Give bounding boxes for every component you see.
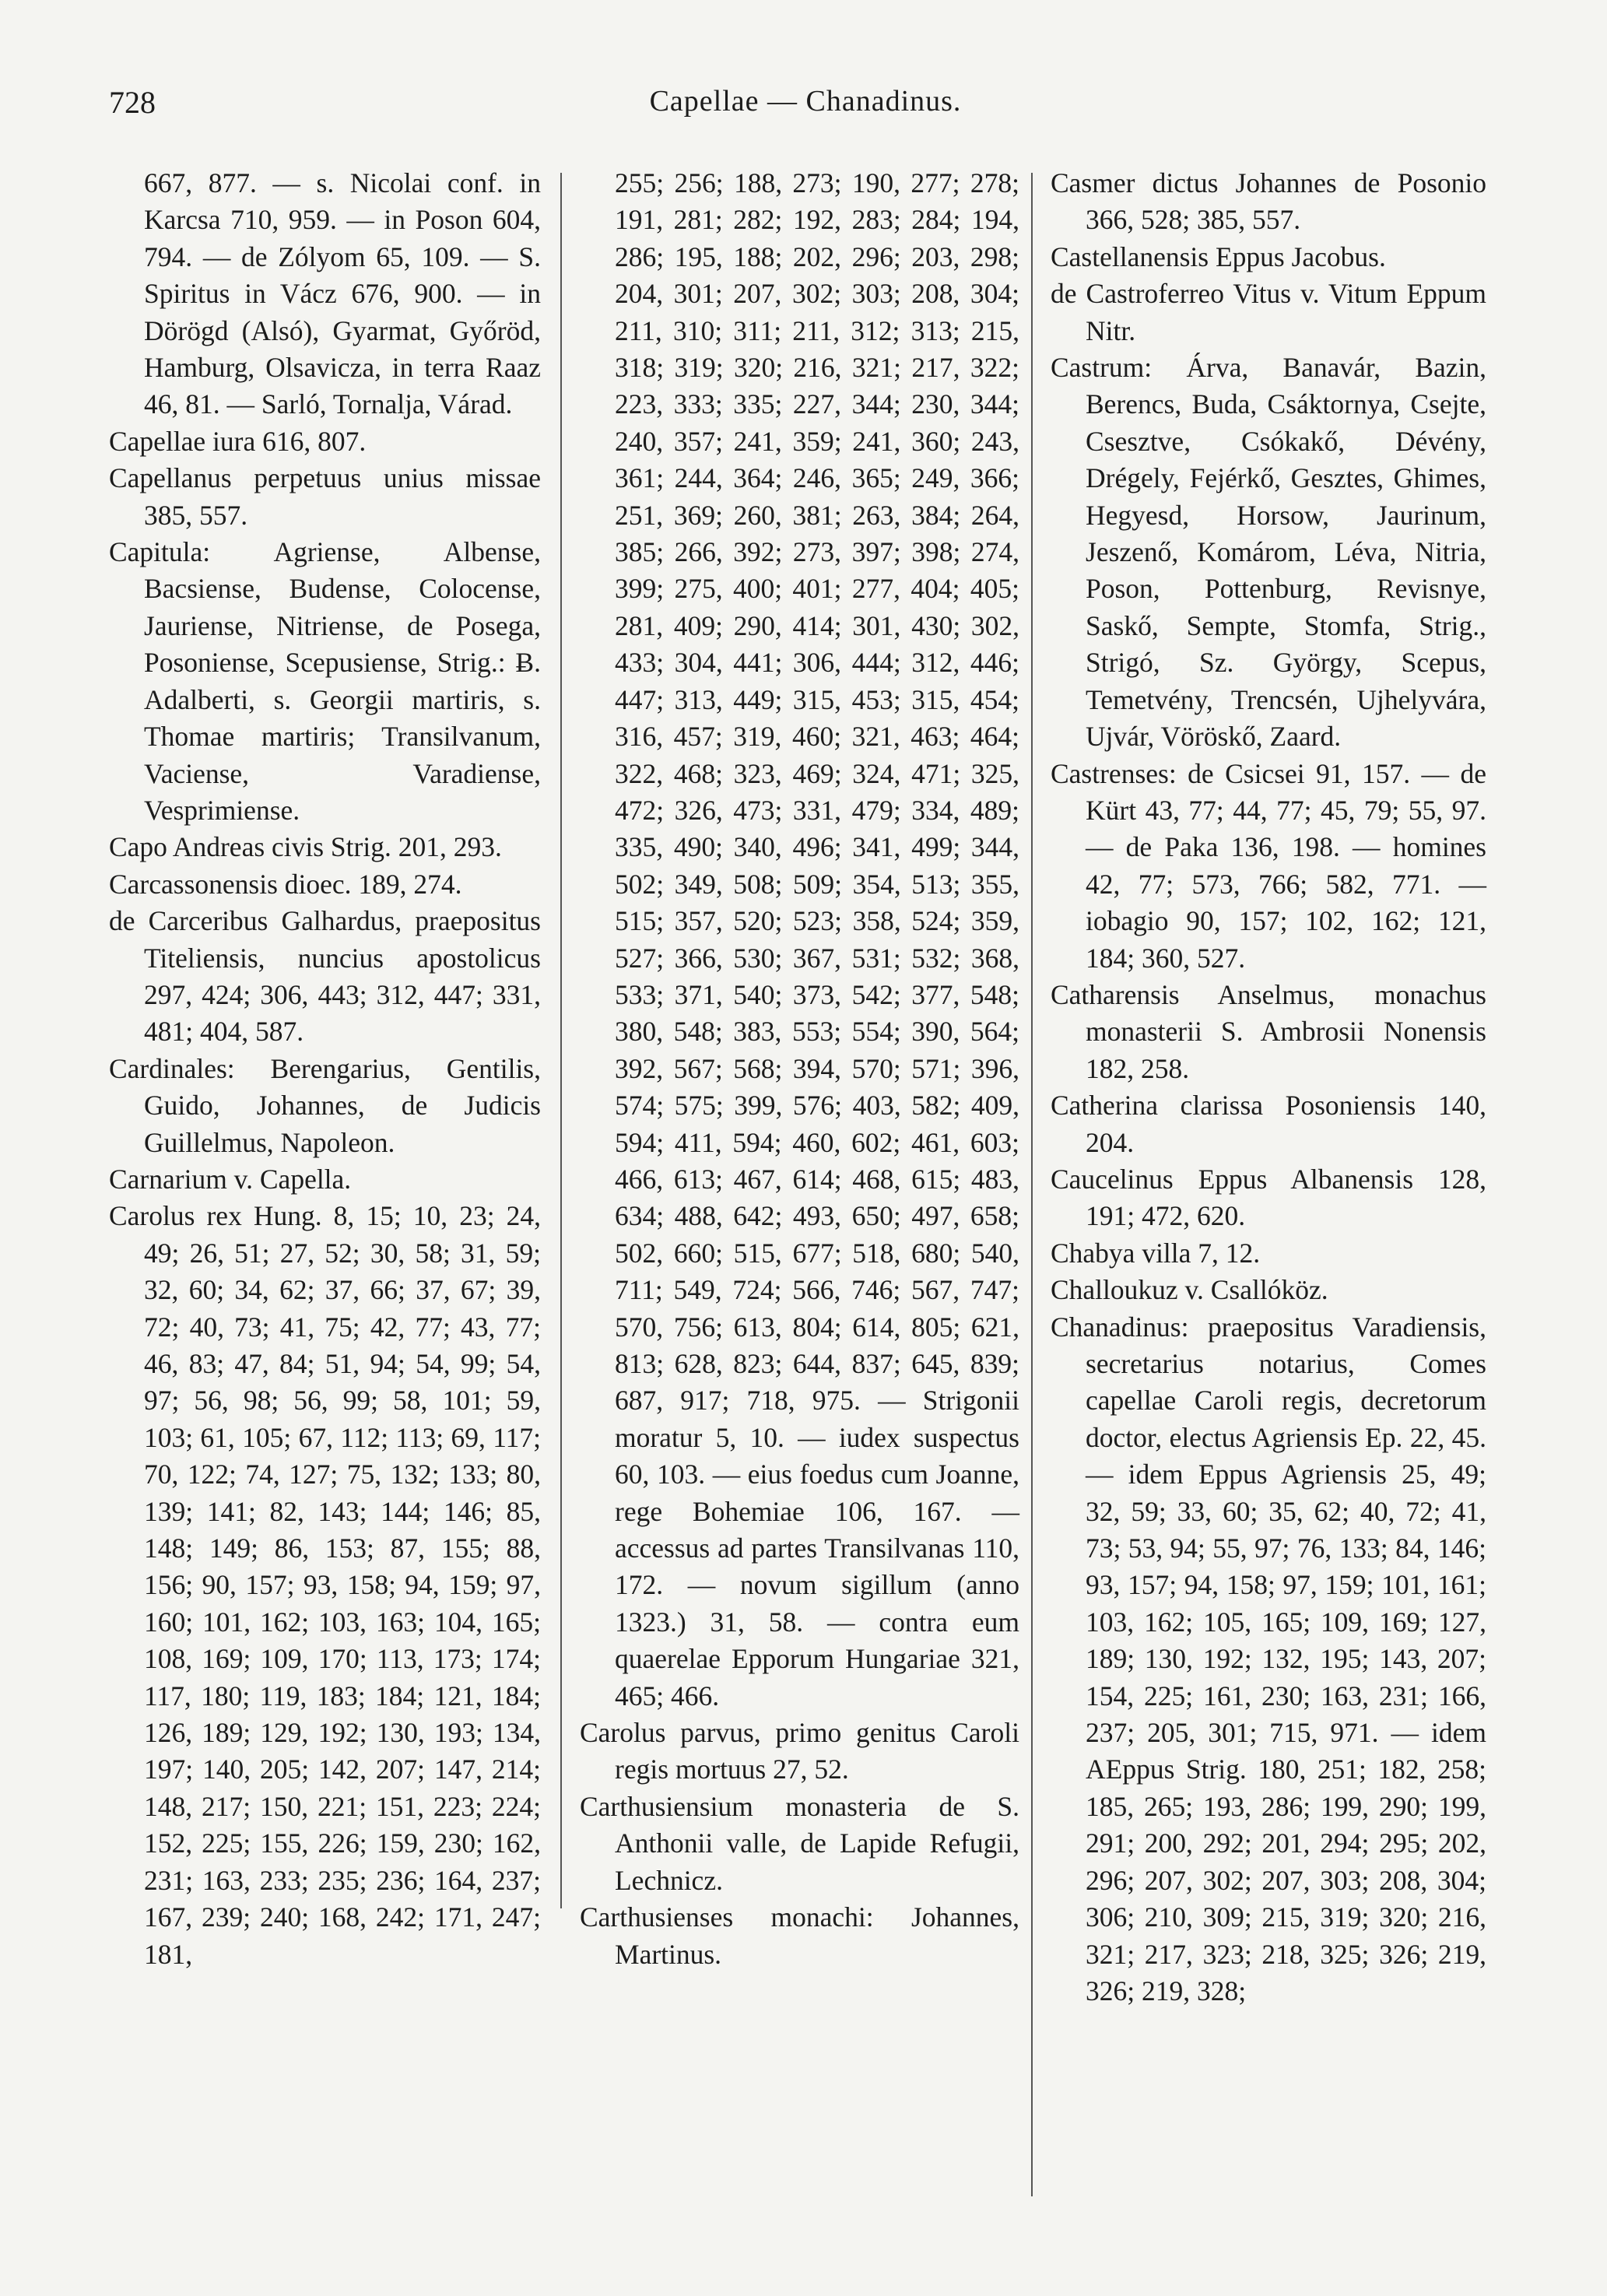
index-entry: Capitula: Agriense, Albense, Bacsiense, Budense, Colocense, Jauriense, Nitriense, de Posega, Posoniense, Scepusiense, Strig.: Ƀ. Adalberti, s. Georgii martiris, s. Thomae martiris; Transilvanum, Vaciense, Varadiense, Vesprimiense. [109,536,541,826]
index-entry: Capellae iura 616, 807. [109,425,367,457]
index-entry: 667, 877. — s. Nicolai conf. in Karcsa 710, 959. — in Poson 604, 794. — de Zólyom 65, 109. — S. Spiritus in Vácz 676, 900. — in Dörögd (Alsó), Gyarmat, Győröd, Hamburg, Olsavicza, in terra Raaz 46, 81. — Sarló, Tornalja, Várad. [144,167,541,420]
index-entry: Caucelinus Eppus Albanensis 128, 191; 472, 620. [1051,1163,1486,1232]
running-head: Capellae — Chanadinus. [649,85,962,118]
index-entry: Carolus parvus, primo genitus Caroli regis mortuus 27, 52. [580,1717,1019,1785]
index-column-3 [1051,165,1486,2010]
index-entry: Casmer dictus Johannes de Posonio 366, 528; 385, 557. [1051,167,1486,236]
index-entry: Catharensis Anselmus, monachus monasterii S. Ambrosii Nonensis 182, 258. [1051,978,1486,1084]
index-entry: Carcassonensis dioec. 189, 274. [109,868,462,900]
index-entry: Chanadinus: praepositus Varadiensis, secretarius notarius, Comes capellae Caroli regis, decretorum doctor, electus Agriensis Ep. 22, 45. — idem Eppus Agriensis 25, 49; 32, 59; 33, 60; 35, 62; 40, 72; 41, 73; 53, 94; 55, 97; 76, 133; 84, 146; 93, 157; 94, 158; 97, 159; 101, 161; 103, 162; 105, 165; 109, 169; 127, 189; 130, 192; 132, 195; 143, 207; 154, 225; 161, 230; 163, 231; 166, 237; 205, 301; 715, 971. — idem AEppus Strig. 180, 251; 182, 258; 185, 265; 193, 286; 199, 290; 199, 291; 200, 292; 201, 294; 295; 202, 296; 207, 302; 207, 303; 208, 304; 306; 210, 309; 215, 319; 320; 216, 321; 217, 323; 218, 325; 326; 219, 326; 219, 328; [1051,1311,1486,2006]
index-entry: Capellanus perpetuus unius missae 385, 557. [109,462,541,531]
index-entry: Catherina clarissa Posoniensis 140, 204. [1051,1090,1486,1158]
index-entry: Carnarium v. Capella. [109,1163,352,1195]
index-entry: Cardinales: Berengarius, Gentilis, Guido, Johannes, de Judicis Guillelmus, Napoleon. [109,1052,541,1158]
page-number: 728 [109,85,156,120]
index-entry: de Castroferreo Vitus v. Vitum Eppum Nitr. [1051,278,1486,346]
column-divider [560,173,562,1908]
index-entry: Chabya villa 7, 12. [1051,1237,1261,1269]
index-entry: Castellanensis Eppus Jacobus. [1051,240,1386,272]
index-column-2 [580,165,1019,1973]
index-entry: Castrenses: de Csicsei 91, 157. — de Kürt 43, 77; 44, 77; 45, 79; 55, 97. — de Paka 136, 198. — homines 42, 77; 573, 766; 582, 771. — iobagio 90, 157; 102, 162; 121, 184; 360, 527. [1051,757,1486,974]
index-entry: Capo Andreas civis Strig. 201, 293. [109,831,502,863]
page-header [109,84,1502,131]
index-entry: Castrum: Árva, Banavár, Bazin, Berencs, Buda, Csáktornya, Csejte, Csesztve, Csókakő, Dévény, Drégely, Fejérkő, Gesztes, Ghimes, Hegyesd, Horsow, Jaurinum, Jeszenő, Komárom, Léva, Nitria, Poson, Pottenburg, Revisnye, Saskő, Sempte, Stomfa, Strig., Strigó, Sz. György, Scepus, Temetvény, Trencsén, Ujhelyvára, Ujvár, Vöröskő, Zaard. [1051,352,1486,753]
index-column-1 [109,165,541,1973]
index-entry: Challoukuz v. Csallóköz. [1051,1274,1328,1306]
index-entry: Carolus rex Hung. 8, 15; 10, 23; 24, 49; 26, 51; 27, 52; 30, 58; 31, 59; 32, 60; 34, 62; 37, 66; 37, 67; 39, 72; 40, 73; 41, 75; 42, 77; 43, 77; 46, 83; 47, 84; 51, 94; 54, 99; 54, 97; 56, 98; 56, 99; 58, 101; 59, 103; 61, 105; 67, 112; 113; 69, 117; 70, 122; 74, 127; 75, 132; 133; 80, 139; 141; 82, 143; 144; 146; 85, 148; 149; 86, 153; 87, 155; 88, 156; 90, 157; 93, 158; 94, 159; 97, 160; 101, 162; 103, 163; 104, 165; 108, 169; 109, 170; 113, 173; 174; 117, 180; 119, 183; 184; 121, 184; 126, 189; 129, 192; 130, 193; 134, 197; 140, 205; 142, 207; 147, 214; 148, 217; 150, 221; 151, 223; 224; 152, 225; 155, 226; 159, 230; 162, 231; 163, 233; 235; 236; 164, 237; 167, 239; 240; 168, 242; 171, 247; 181, [109,1200,541,1970]
column-divider [1031,173,1033,2196]
index-entry: Carthusienses monachi: Johannes, Martinus. [580,1901,1019,1970]
index-entry: 255; 256; 188, 273; 190, 277; 278; 191, 281; 282; 192, 283; 284; 194, 286; 195, 188; 202, 296; 203, 298; 204, 301; 207, 302; 303; 208, 304; 211, 310; 311; 211, 312; 313; 215, 318; 319; 320; 216, 321; 217, 322; 223, 333; 335; 227, 344; 230, 344; 240, 357; 241, 359; 241, 360; 243, 361; 244, 364; 246, 365; 249, 366; 251, 369; 260, 381; 263, 384; 264, 385; 266, 392; 273, 397; 398; 274, 399; 275, 400; 401; 277, 404; 405; 281, 409; 290, 414; 301, 430; 302, 433; 304, 441; 306, 444; 312, 446; 447; 313, 449; 315, 453; 315, 454; 316, 457; 319, 460; 321, 463; 464; 322, 468; 323, 469; 324, 471; 325, 472; 326, 473; 331, 479; 334, 489; 335, 490; 340, 496; 341, 499; 344, 502; 349, 508; 509; 354, 513; 355, 515; 357, 520; 523; 358, 524; 359, 527; 366, 530; 367, 531; 532; 368, 533; 371, 540; 373, 542; 377, 548; 380, 548; 383, 553; 554; 390, 564; 392, 567; 568; 394, 570; 571; 396, 574; 575; 399, 576; 403, 582; 409, 594; 411, 594; 460, 602; 461, 603; 466, 613; 467, 614; 468, 615; 483, 634; 488, 642; 493, 650; 497, 658; 502, 660; 515, 677; 518, 680; 540, 711; 549, 724; 566, 746; 567, 747; 570, 756; 613, 804; 614, 805; 621, 813; 628, 823; 644, 837; 645, 839; 687, 917; 718, 975. — Strigonii moratur 5, 10. — iudex suspectus 60, 103. — eius foedus cum Joanne, rege Bohemiae 106, 167. — accessus ad partes Transilvanas 110, 172. — novum sigillum (anno 1323.) 31, 58. — contra eum quaerelae Epporum Hungariae 321, 465; 466. [615,167,1019,1711]
index-entry: de Carceribus Galhardus, praepositus Titeliensis, nuncius apostolicus 297, 424; 306, 443; 312, 447; 331, 481; 404, 587. [109,905,541,1048]
index-entry: Carthusiensium monasteria de S. Anthonii valle, de Lapide Refugii, Lechnicz. [580,1790,1019,1896]
